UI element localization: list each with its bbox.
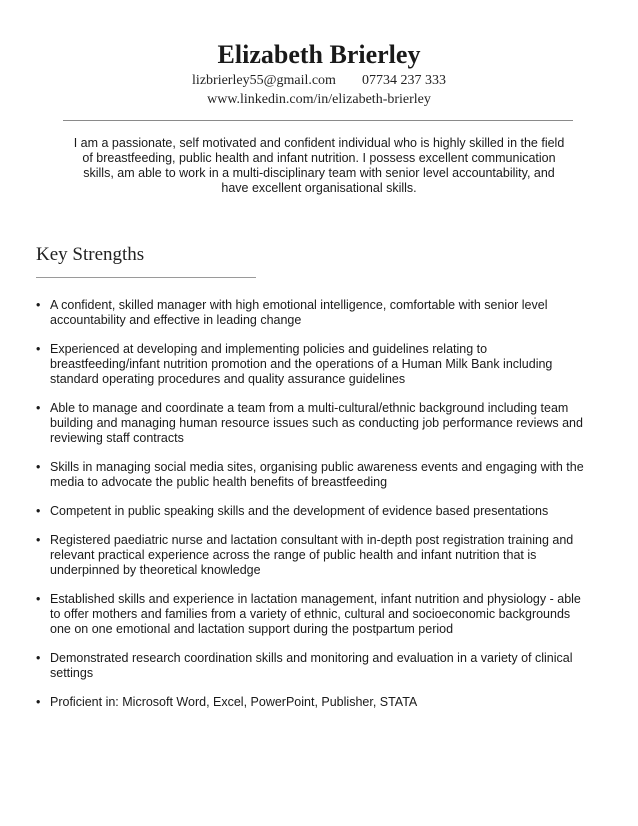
strength-text: Established skills and experience in lactation management, infant nutrition and physiology - able to offer mothers and families from a variety of ethnic, cultural and socioeconomic backgrounds one on one emotional and lactation support during the postpartum period	[50, 592, 581, 636]
strength-item	[36, 342, 586, 387]
strength-item	[36, 592, 586, 637]
strength-text: Competent in public speaking skills and the development of evidence based presentations	[50, 504, 549, 518]
section-divider	[36, 277, 256, 278]
strength-text: Able to manage and coordinate a team from a multi-cultural/ethnic background including team building and managing human resource issues such as conducting job performance reviews and reviewing staff contracts	[50, 401, 583, 445]
bullet-icon: •	[36, 592, 41, 606]
section-title-key-strengths: Key Strengths	[36, 244, 145, 265]
strength-text: A confident, skilled manager with high emotional intelligence, comfortable with senior level accountability and effective in leading change	[50, 298, 548, 327]
profile-summary: I am a passionate, self motivated and confident individual who is highly skilled in the field of breastfeeding, public health and infant nutrition. I possess excellent communication skills, am able to work in a multi-disciplinary team with senior level accountability, and have excellent organisational skills.	[73, 136, 565, 195]
strength-item	[36, 298, 586, 328]
bullet-icon: •	[36, 695, 41, 709]
bullet-icon: •	[36, 533, 41, 547]
bullet-icon: •	[36, 651, 41, 665]
contact-line	[0, 72, 638, 90]
phone-text: 07734 237 333	[361, 73, 446, 88]
bullet-icon: •	[36, 504, 41, 518]
strength-text: Skills in managing social media sites, organising public awareness events and engaging with the media to advocate the public health benefits of breastfeeding	[50, 460, 584, 489]
strength-item	[36, 695, 586, 710]
strength-text: Registered paediatric nurse and lactation consultant with in-depth post registration training and relevant practical experience across the range of public health and infant nutrition that is underpinned by theoretical knowledge	[50, 533, 574, 577]
strength-text: Proficient in: Microsoft Word, Excel, PowerPoint, Publisher, STATA	[50, 695, 418, 709]
bullet-icon: •	[36, 342, 41, 356]
header-divider	[63, 120, 573, 121]
bullet-icon: •	[36, 401, 41, 415]
linkedin-line	[0, 91, 638, 109]
linkedin-text: www.linkedin.com/in/elizabeth-brierley	[207, 92, 431, 107]
strength-item	[36, 460, 586, 490]
email-text: lizbrierley55@gmail.com	[192, 73, 336, 88]
bullet-icon: •	[36, 460, 41, 474]
strength-text: Demonstrated research coordination skills and monitoring and evaluation in a variety of clinical settings	[50, 651, 573, 680]
strength-item	[36, 401, 586, 446]
strength-item	[36, 651, 586, 681]
strength-item	[36, 504, 586, 519]
candidate-name: Elizabeth Brierley	[217, 40, 421, 69]
strength-item	[36, 533, 586, 578]
strength-text: Experienced at developing and implementing policies and guidelines relating to breastfeeding/infant nutrition promotion and the operations of a Human Milk Bank including standard operating procedures and quality assurance guidelines	[50, 342, 553, 386]
bullet-icon: •	[36, 298, 41, 312]
key-strengths-list	[36, 298, 586, 724]
